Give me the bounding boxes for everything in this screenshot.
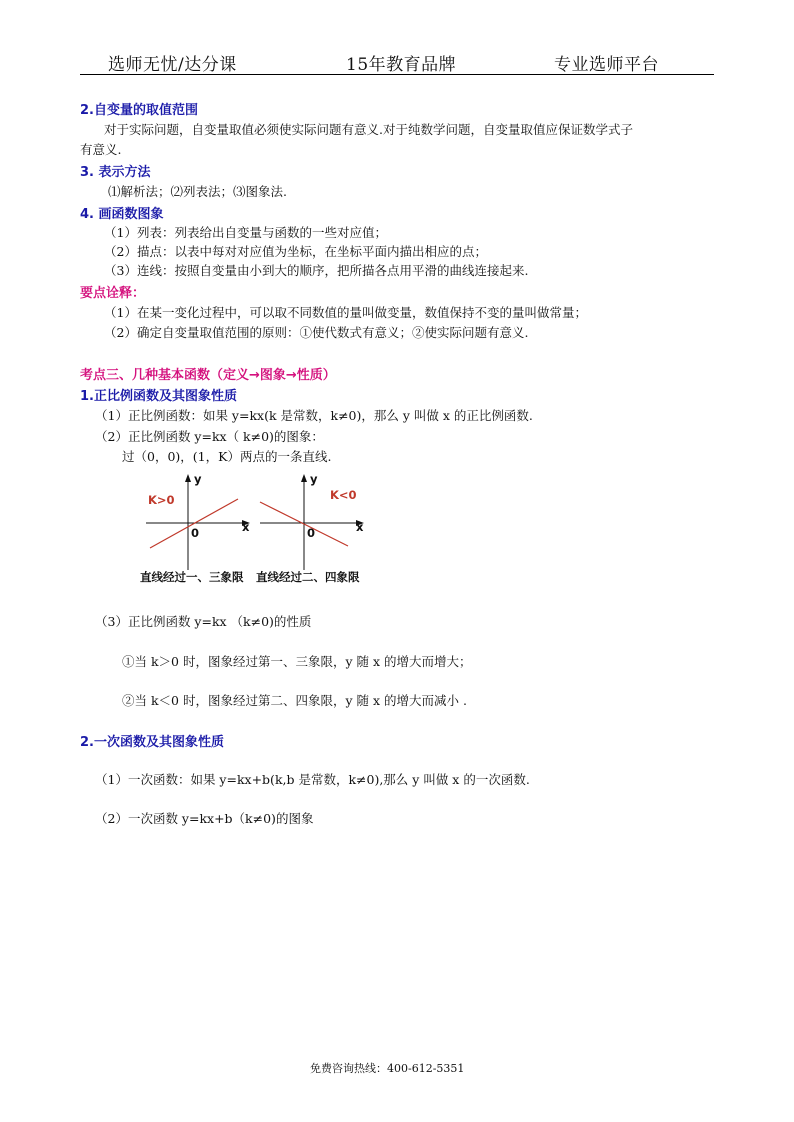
section-domain-line1: 对于实际问题，自变量取值必须使实际问题有意义.对于纯数学问题，自变量取值应保证数学式子 — [104, 122, 633, 137]
section-draw-item: （3）连线：按照自变量由小到大的顺序，把所描各点用平滑的曲线连接起来. — [104, 263, 529, 278]
proportional-def: （1）正比例函数：如果 y=kx(k 是常数，k≠0)，那么 y 叫做 x 的正比例函数. — [95, 408, 533, 423]
key-points-item: （1）在某一变化过程中，可以取不同数值的量叫做变量，数值保持不变的量叫做常量； — [104, 305, 587, 320]
section-methods-text: ⑴解析法；⑵列表法；⑶图象法. — [108, 184, 287, 199]
key-points-title: 要点诠释： — [80, 286, 146, 301]
y-label: y — [194, 472, 202, 486]
k-label: K<0 — [330, 488, 357, 502]
y-axis-arrow — [301, 474, 307, 482]
section-draw-title: 4. 画函数图象 — [80, 207, 164, 222]
x-label: x — [356, 520, 364, 534]
proportional-prop2: ②当 k＜0 时，图象经过第二、四象限，y 随 x 的增大而减小 . — [122, 693, 467, 708]
proportional-title: 1.正比例函数及其图象性质 — [80, 389, 237, 404]
header-right: 专业选师平台 — [554, 55, 659, 75]
graph-caption: 直线经过一、三象限 — [140, 570, 244, 584]
section-domain-line2: 有意义. — [80, 142, 122, 157]
origin-label: 0 — [191, 526, 200, 540]
origin-label: 0 — [307, 526, 316, 540]
linear-title: 2.一次函数及其图象性质 — [80, 735, 224, 750]
graph-positive-k — [138, 470, 260, 588]
y-axis-arrow — [185, 474, 191, 482]
proportional-props-title: （3）正比例函数 y=kx （k≠0)的性质 — [95, 614, 312, 629]
footer-hotline: 免费咨询热线：400-612-5351 — [310, 1062, 465, 1075]
section-methods-title: 3. 表示方法 — [80, 165, 151, 180]
section-draw-item: （1）列表：列表给出自变量与函数的一些对应值； — [104, 225, 387, 240]
proportional-prop1: ①当 k＞0 时，图象经过第一、三象限，y 随 x 的增大而增大； — [122, 654, 472, 669]
header-rule — [80, 74, 714, 75]
graph-caption: 直线经过二、四象限 — [256, 570, 360, 584]
graph-negative-k — [252, 470, 374, 588]
linear-def: （1）一次函数：如果 y=kx+b(k,b 是常数，k≠0),那么 y 叫做 x 的一次函数. — [95, 772, 530, 787]
x-label: x — [242, 520, 250, 534]
section-draw-item: （2）描点：以表中每对对应值为坐标，在坐标平面内描出相应的点； — [104, 244, 487, 259]
header-left: 选师无忧/达分课 — [108, 55, 237, 75]
y-label: y — [310, 472, 318, 486]
linear-graph-title: （2）一次函数 y=kx+b（k≠0)的图象 — [95, 811, 314, 826]
key-points-item: （2）确定自变量取值范围的原则：①使代数式有意义；②使实际问题有意义. — [104, 325, 529, 340]
proportional-graph-title: （2）正比例函数 y=kx（ k≠0)的图象： — [95, 429, 324, 444]
header-center: 15年教育品牌 — [346, 55, 457, 75]
section-domain-title: 2.自变量的取值范围 — [80, 103, 198, 118]
proportional-graph-desc: 过（0，0)，(1，K）两点的一条直线. — [122, 449, 332, 464]
topic3-title: 考点三、几种基本函数（定义→图象→性质） — [80, 368, 336, 383]
k-label: K>0 — [148, 493, 175, 507]
